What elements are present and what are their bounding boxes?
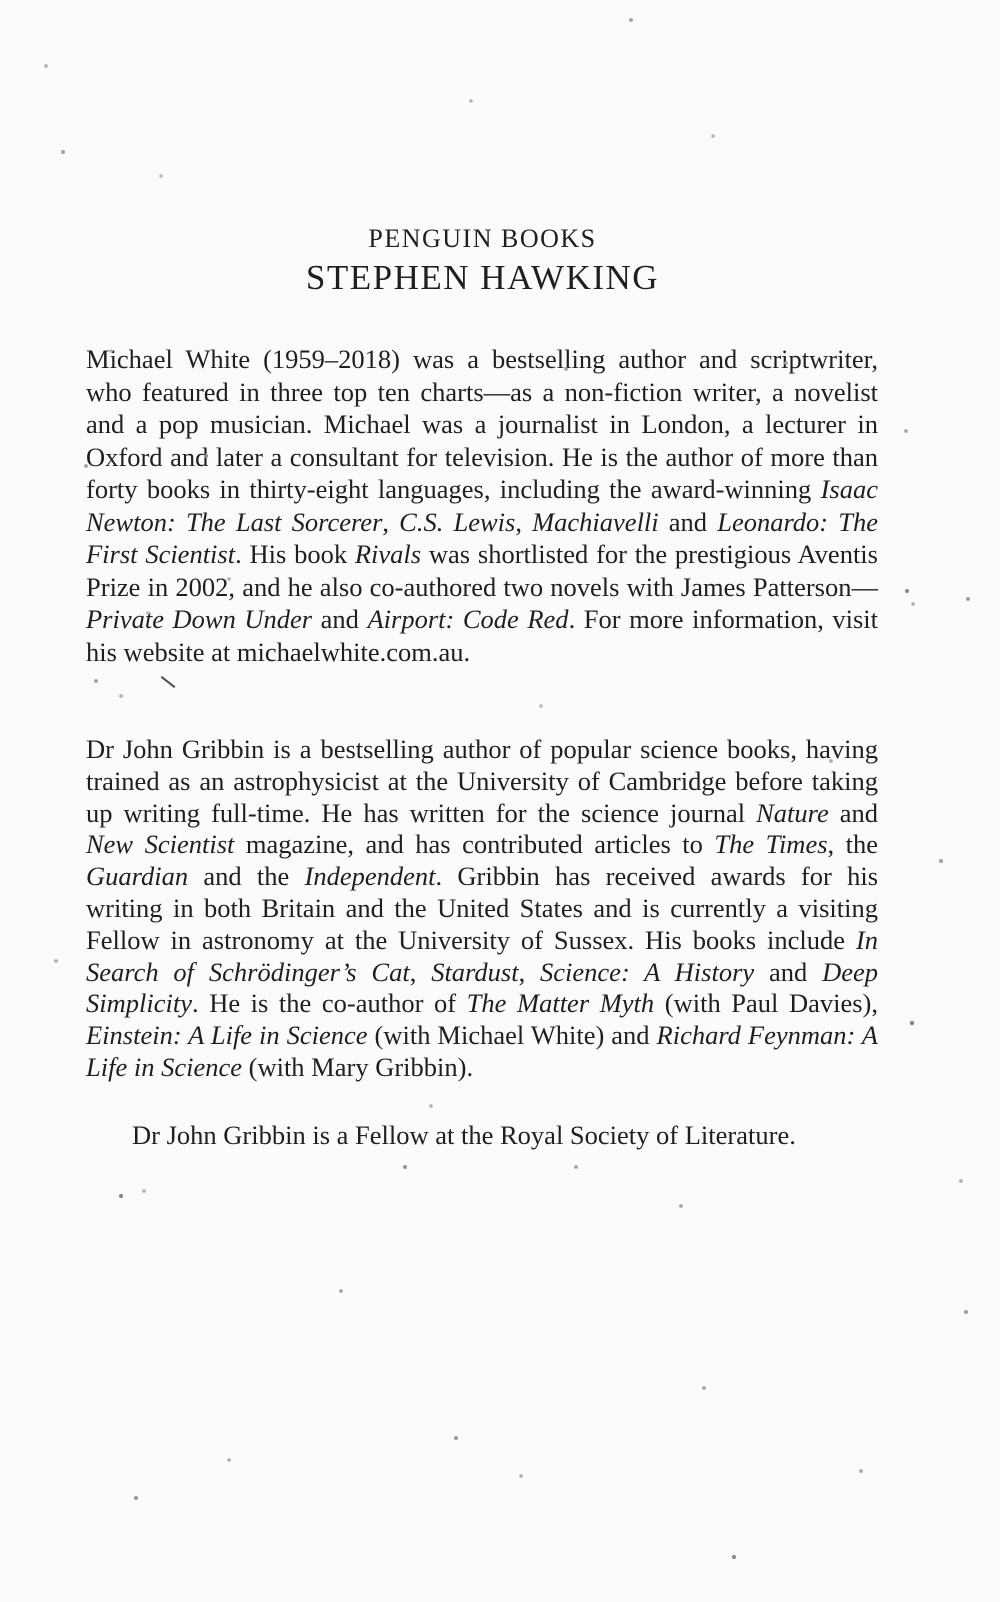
publisher-heading: PENGUIN BOOKS xyxy=(368,224,597,253)
paragraph-michael-white-bio: Michael White (1959–2018) was a bestselling author and scriptwriter, who featured in three top ten charts—as a non-fiction writer, a novelist and a pop musician. Michael was a journalist in London, a lecturer in Oxford and later a consultant for television. He is the author of more than forty books in thirty-eight languages, including the award-winning Isaac Newton: The Last Sorcerer, C.S. Lewis, Machiavelli and Leonardo: The First Scientist. His book Rivals was shortlisted for the prestigious Aventis Prize in 2002, and he also co-authored two novels with James Patterson—Private Down Under and Airport: Code Red. For more information, visit his website at michaelwhite.com.au. xyxy=(86,344,879,667)
scan-artifact-stroke xyxy=(161,676,176,688)
scan-noise-speckles xyxy=(0,0,2,2)
paragraph-john-gribbin-bio: Dr John Gribbin is a bestselling author of popular science books, having trained as an astrophysicist at the University of Cambridge before taking up writing full-time. He has written for the science journal Nature and New Scientist magazine, and has contributed articles to The Times, the Guardian and the Independent. Gribbin has received awards for his writing in both Britain and the United States and is currently a visiting Fellow in astronomy at the University of Sussex. His books include In Search of Schrödinger’s Cat, Stardust, Science: A History and Deep Simplicity. He is the co-author of The Matter Myth (with Paul Davies), Einstein: A Life in Science (with Michael White) and Richard Feynman: A Life in Science (with Mary Gribbin). xyxy=(86,734,879,1082)
book-title-heading: STEPHEN HAWKING xyxy=(305,258,660,297)
paragraph-gribbin-fellowship: Dr John Gribbin is a Fellow at the Royal Society of Literature. xyxy=(132,1120,796,1150)
